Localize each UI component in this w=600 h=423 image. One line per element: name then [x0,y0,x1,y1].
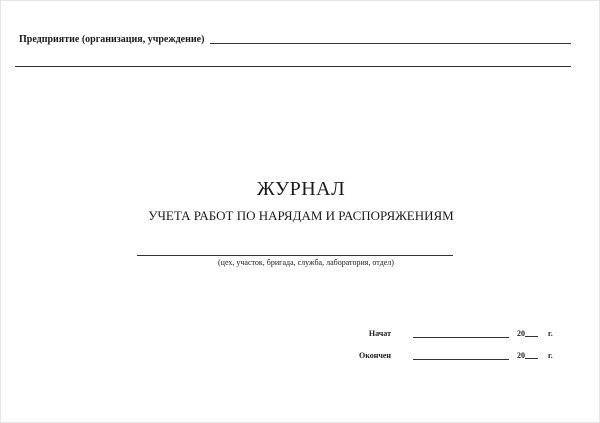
started-year-blank [525,336,538,337]
started-date-row [351,327,553,339]
started-label: Начат [368,329,391,338]
journal-subtitle: УЧЕТА РАБОТ ПО НАРЯДАМ И РАСПОРЯЖЕНИЯМ [148,208,454,223]
started-year-prefix: 20 [517,329,525,338]
started-year-unit: г. [548,329,553,338]
finished-year-blank [525,358,538,359]
finished-label: Окончен [358,351,391,360]
started-date-blank [413,337,509,338]
enterprise-continuation-line [15,66,571,67]
finished-year-prefix: 20 [517,351,525,360]
department-fill-line [137,255,453,256]
enterprise-row [19,31,571,45]
finished-date-blank [413,359,509,360]
enterprise-label: Предприятие (организация, учреждение) [19,34,205,45]
enterprise-fill-line [210,43,571,44]
finished-year-unit: г. [548,351,553,360]
finished-date-row [351,349,553,361]
department-caption: (цех, участок, бригада, служба, лаборатория, отдел) [218,258,394,267]
journal-title: ЖУРНАЛ [256,178,346,200]
finished-year [517,351,538,361]
started-year [517,329,538,339]
